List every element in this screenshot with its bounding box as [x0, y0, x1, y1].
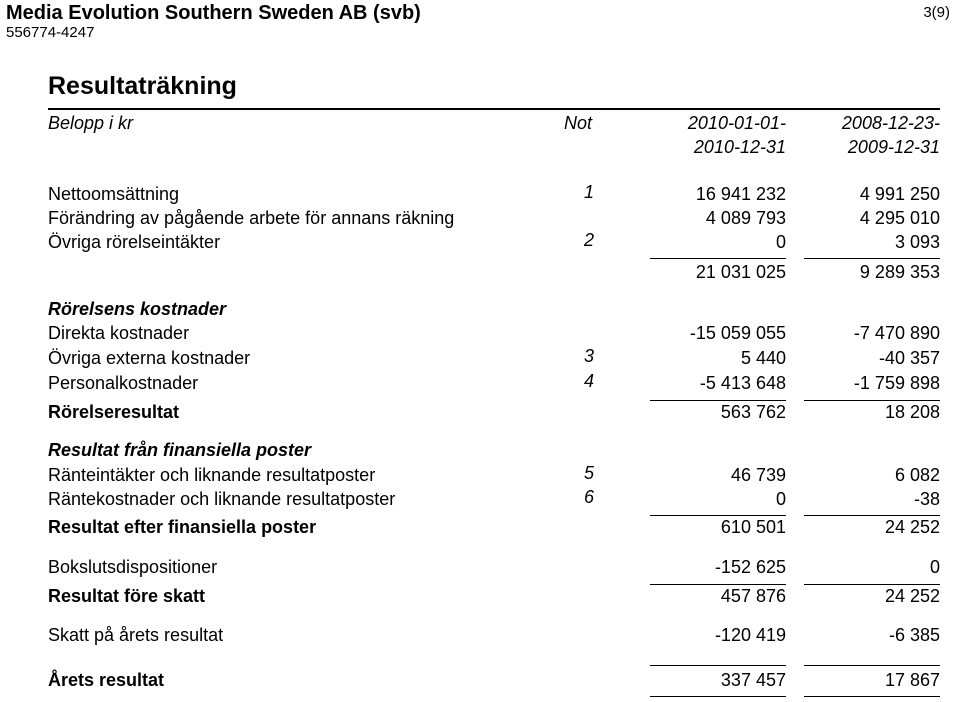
total-bottom-rule-2010	[650, 696, 786, 697]
section-heading-label: Resultat från finansiella poster	[48, 440, 312, 460]
table-row	[48, 232, 940, 256]
row-note: 3	[584, 346, 595, 366]
row-value-2010: -152 625	[714, 557, 786, 577]
row-note: 4	[584, 371, 595, 391]
row-label: Bokslutsdispositioner	[48, 557, 218, 577]
column-header-period2-start: 2008-12-23-	[841, 113, 940, 133]
row-value-2009: -1 759 898	[853, 373, 940, 393]
table-row	[48, 489, 940, 513]
row-note: 1	[584, 182, 595, 202]
subtotal-rule-2009	[804, 258, 940, 259]
section-heading	[48, 440, 940, 464]
row-value-2010: 46 739	[730, 465, 786, 485]
row-value-2009: 6 082	[894, 465, 940, 485]
row-label: Resultat före skatt	[48, 586, 206, 606]
row-value-2009: 4 991 250	[859, 184, 940, 204]
column-header-period1-end: 2010-12-31	[693, 137, 786, 157]
row-value-2010: 610 501	[720, 517, 786, 537]
page-title: Resultaträkning	[48, 72, 237, 100]
row-value-2010: 563 762	[720, 402, 786, 422]
company-name: Media Evolution Southern Sweden AB (svb)	[6, 2, 421, 24]
subtotal-rule-2009	[804, 515, 940, 516]
table-row	[48, 323, 940, 347]
row-value-2009: 4 295 010	[859, 208, 940, 228]
table-row	[48, 373, 940, 397]
section-heading	[48, 299, 940, 323]
row-value-2010: 16 941 232	[695, 184, 786, 204]
row-label: Räntekostnader och liknande resultatposter	[48, 489, 396, 509]
row-value-2009: 3 093	[894, 232, 940, 252]
row-note: 2	[584, 230, 595, 250]
row-label: Förändring av pågående arbete för annans räkning	[48, 208, 455, 228]
section-heading-label: Rörelsens kostnader	[48, 299, 227, 319]
table-row	[48, 670, 940, 694]
org-number: 556774-4247	[6, 24, 95, 41]
page-number: 3(9)	[923, 4, 950, 21]
table-row	[48, 586, 940, 610]
row-label: Personalkostnader	[48, 373, 199, 393]
table-row	[48, 184, 940, 208]
subtotal-rule-2010	[650, 400, 786, 401]
row-value-2009: -7 470 890	[853, 323, 940, 343]
header-top-rule	[48, 108, 940, 110]
table-row	[48, 262, 940, 286]
row-value-2009: -40 357	[878, 348, 940, 368]
row-label: Årets resultat	[48, 670, 165, 690]
column-header-amount-unit: Belopp i kr	[48, 113, 134, 133]
row-value-2010: -15 059 055	[689, 323, 786, 343]
row-value-2009: -38	[913, 489, 940, 509]
row-label: Skatt på årets resultat	[48, 625, 224, 645]
total-rule-2009	[804, 665, 940, 666]
row-value-2009: 17 867	[884, 670, 940, 690]
row-label: Nettoomsättning	[48, 184, 180, 204]
column-header-period1-start: 2010-01-01-	[687, 113, 786, 133]
table-row	[48, 402, 940, 426]
subtotal-rule-2010	[650, 258, 786, 259]
row-label: Övriga rörelseintäkter	[48, 232, 221, 252]
row-value-2009: -6 385	[888, 625, 940, 645]
row-value-2010: -5 413 648	[699, 373, 786, 393]
row-value-2009: 0	[929, 557, 940, 577]
row-value-2009: 18 208	[884, 402, 940, 422]
table-row	[48, 517, 940, 541]
row-value-2009: 9 289 353	[859, 262, 940, 282]
total-bottom-rule-2009	[804, 696, 940, 697]
row-note: 6	[584, 487, 595, 507]
row-label: Övriga externa kostnader	[48, 348, 251, 368]
column-header-period2-end: 2009-12-31	[847, 137, 940, 157]
row-note: 5	[584, 463, 595, 483]
row-value-2010: 21 031 025	[695, 262, 786, 282]
table-row	[48, 208, 940, 232]
column-header-note: Not	[564, 113, 593, 133]
row-label: Direkta kostnader	[48, 323, 190, 343]
row-label: Resultat efter finansiella poster	[48, 517, 317, 537]
total-rule-2010	[650, 665, 786, 666]
subtotal-rule-2009	[804, 400, 940, 401]
row-value-2010: 0	[775, 489, 786, 509]
table-row	[48, 348, 940, 372]
subtotal-rule-2010	[650, 584, 786, 585]
table-row	[48, 465, 940, 489]
row-value-2010: 5 440	[740, 348, 786, 368]
subtotal-rule-2010	[650, 515, 786, 516]
row-label: Ränteintäkter och liknande resultatposter	[48, 465, 376, 485]
row-value-2010: 457 876	[720, 586, 786, 606]
row-value-2009: 24 252	[884, 586, 940, 606]
row-label: Rörelseresultat	[48, 402, 180, 422]
table-row	[48, 625, 940, 649]
subtotal-rule-2009	[804, 584, 940, 585]
row-value-2010: 0	[775, 232, 786, 252]
row-value-2010: 337 457	[720, 670, 786, 690]
row-value-2010: -120 419	[714, 625, 786, 645]
table-row	[48, 557, 940, 581]
row-value-2010: 4 089 793	[705, 208, 786, 228]
row-value-2009: 24 252	[884, 517, 940, 537]
